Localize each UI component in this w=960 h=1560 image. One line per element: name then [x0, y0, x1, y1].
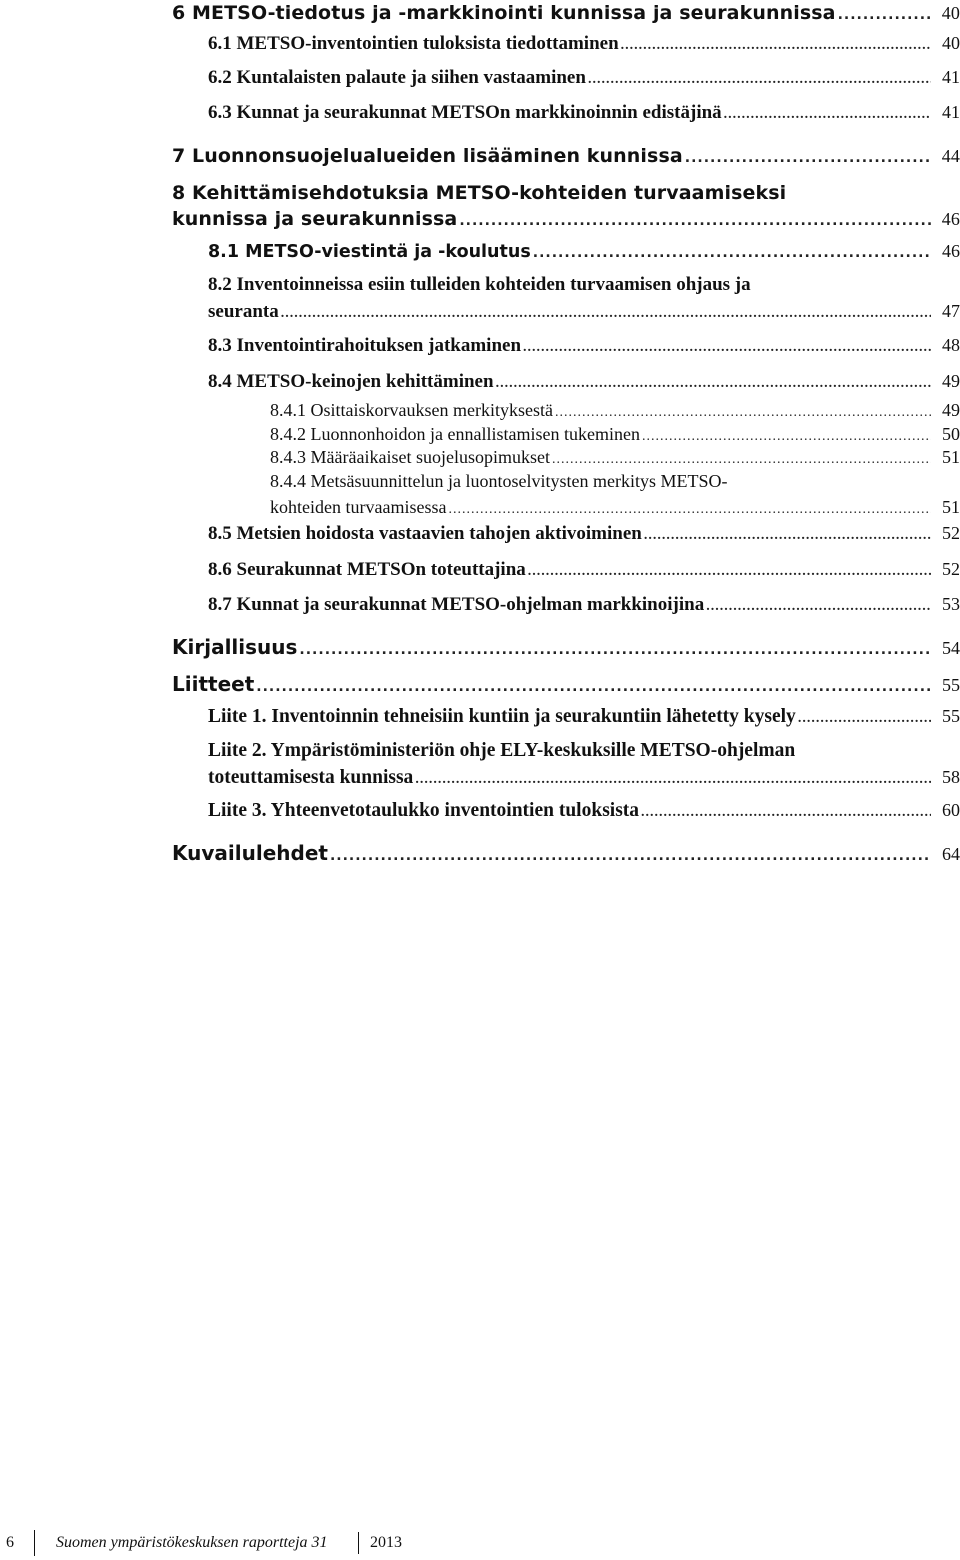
- toc-entry[interactable]: [208, 556, 960, 582]
- dot-leader: [706, 594, 931, 620]
- toc-page-number: 51: [942, 497, 960, 517]
- toc-entry-title: 7 Luonnonsuojelualueiden lisääminen kunnissa: [172, 145, 683, 167]
- dot-leader: [533, 240, 931, 266]
- dot-leader: [299, 637, 931, 663]
- toc-entry[interactable]: [208, 64, 960, 90]
- dot-leader: [724, 102, 931, 128]
- toc-entry-title: kohteiden turvaamisessa: [270, 497, 447, 517]
- toc-entry[interactable]: [270, 444, 960, 470]
- toc-entry-title: Liite 2. Ympäristöministeriön ohje ELY-keskuksille METSO-ohjelman: [208, 740, 796, 761]
- toc-entry-title: Liite 1. Inventoinnin tehneisiin kuntiin ja seurakuntiin lähetetty kysely: [208, 706, 796, 727]
- toc-entry[interactable]: [208, 797, 960, 823]
- dot-leader: [523, 335, 931, 361]
- toc-entry-title: seuranta: [208, 301, 279, 322]
- footer-divider: [34, 1530, 35, 1556]
- toc-entry-title: 6.1 METSO-inventointien tuloksista tiedottaminen: [208, 33, 619, 54]
- footer-series-title: Suomen ympäristökeskuksen raportteja 31: [56, 1534, 328, 1551]
- toc-entry-title: 6.2 Kuntalaisten palaute ja siihen vastaaminen: [208, 67, 586, 88]
- toc-page-number: 55: [942, 675, 960, 695]
- toc-entry[interactable]: [208, 238, 960, 264]
- toc-page-number: 41: [942, 102, 960, 122]
- toc-entry[interactable]: [270, 468, 960, 520]
- footer-divider: [358, 1532, 359, 1554]
- dot-leader: [588, 67, 931, 93]
- dot-leader: [415, 767, 931, 793]
- toc-entry-title: Kuvailulehdet: [172, 841, 328, 865]
- toc-entry-title: 8.4.3 Määräaikaiset suojelusopimukset: [270, 447, 550, 467]
- toc-page-number: 51: [942, 447, 960, 467]
- toc-page-number: 64: [942, 844, 960, 864]
- toc-entry-title: 6.3 Kunnat ja seurakunnat METSOn markkinoinnin edistäjinä: [208, 102, 722, 123]
- toc-page-number: 46: [941, 209, 960, 229]
- toc-entry-title: Liitteet: [172, 672, 255, 696]
- toc-page-number: 52: [942, 559, 960, 579]
- toc-page-number: 55: [942, 706, 960, 726]
- page-footer: [0, 1534, 960, 1558]
- dot-leader: [798, 706, 931, 732]
- toc-page-number: 53: [942, 594, 960, 614]
- footer-year: 2013: [370, 1534, 402, 1551]
- dot-leader: [644, 523, 931, 549]
- toc-entry-title: kunnissa ja seurakunnissa: [172, 208, 458, 230]
- toc-entry[interactable]: [208, 272, 960, 324]
- toc-page-number: 44: [941, 146, 960, 166]
- toc-entry-title: 8.4 METSO-keinojen kehittäminen: [208, 371, 494, 392]
- toc-entry[interactable]: [208, 703, 960, 729]
- toc-entry[interactable]: [208, 591, 960, 617]
- toc-entry[interactable]: [208, 738, 960, 790]
- toc-entry-title: 8.4.1 Osittaiskorvauksen merkityksestä: [270, 400, 553, 420]
- toc-entry[interactable]: [208, 332, 960, 358]
- toc-page-number: 58: [942, 767, 960, 787]
- toc-entry[interactable]: [172, 840, 960, 866]
- toc-entry[interactable]: [172, 671, 960, 697]
- toc-entry[interactable]: [172, 180, 960, 232]
- toc-page-number: 52: [942, 523, 960, 543]
- toc-entry[interactable]: [172, 143, 960, 169]
- toc-page-number: 49: [942, 371, 960, 391]
- toc-entry[interactable]: [208, 30, 960, 56]
- toc-entry-title: 6 METSO-tiedotus ja -markkinointi kunnissa ja seurakunnissa: [172, 2, 836, 24]
- toc-page-number: 40: [941, 3, 960, 23]
- toc-entry[interactable]: [172, 0, 960, 26]
- dot-leader: [496, 371, 931, 397]
- dot-leader: [459, 208, 931, 234]
- footer-page-number: 6: [6, 1534, 14, 1551]
- toc-entry-title: 8.1 METSO-viestintä ja -koulutus: [208, 242, 531, 262]
- toc-entry-title: 8.5 Metsien hoidosta vastaavien tahojen aktivoiminen: [208, 523, 642, 544]
- dot-leader: [621, 33, 931, 59]
- toc-page-number: 40: [942, 33, 960, 53]
- toc-entry-title: toteuttamisesta kunnissa: [208, 767, 414, 788]
- dot-leader: [330, 843, 931, 869]
- toc-page-number: 41: [942, 67, 960, 87]
- dot-leader: [256, 674, 931, 700]
- toc-entry[interactable]: [270, 397, 960, 423]
- toc-page-number: 46: [942, 241, 960, 261]
- toc-page-number: 60: [942, 800, 960, 820]
- toc-entry-title: 8.3 Inventointirahoituksen jatkaminen: [208, 335, 522, 356]
- dot-leader: [685, 145, 931, 171]
- toc-entry-title: 8.4.2 Luonnonhoidon ja ennallistamisen tukeminen: [270, 424, 640, 444]
- toc-page-number: 49: [942, 400, 960, 420]
- toc-entry-title: 8 Kehittämisehdotuksia METSO-kohteiden turvaamiseksi: [172, 182, 787, 204]
- toc-entry-title: 8.7 Kunnat ja seurakunnat METSO-ohjelman markkinoijina: [208, 594, 705, 615]
- dot-leader: [281, 301, 931, 327]
- toc-entry[interactable]: [208, 368, 960, 394]
- dot-leader: [838, 2, 931, 28]
- toc-entry-title: 8.6 Seurakunnat METSOn toteuttajina: [208, 559, 526, 580]
- toc-page-number: 54: [942, 638, 960, 658]
- toc-entry-title: Liite 3. Yhteenvetotaulukko inventointien tuloksista: [208, 800, 640, 821]
- toc-page-number: 50: [942, 424, 960, 444]
- toc-page-number: 47: [942, 301, 960, 321]
- dot-leader: [528, 559, 931, 585]
- dot-leader: [641, 800, 931, 826]
- toc-page-number: 48: [942, 335, 960, 355]
- toc-entry[interactable]: [208, 99, 960, 125]
- toc-entry-title: 8.2 Inventoinneissa esiin tulleiden kohteiden turvaamisen ohjaus ja: [208, 274, 751, 295]
- toc-entry[interactable]: [208, 520, 960, 546]
- toc-entry[interactable]: [172, 634, 960, 660]
- toc-entry-title: 8.4.4 Metsäsuunnittelun ja luontoselvitysten merkitys METSO-: [270, 471, 728, 491]
- toc-entry-title: Kirjallisuus: [172, 635, 298, 659]
